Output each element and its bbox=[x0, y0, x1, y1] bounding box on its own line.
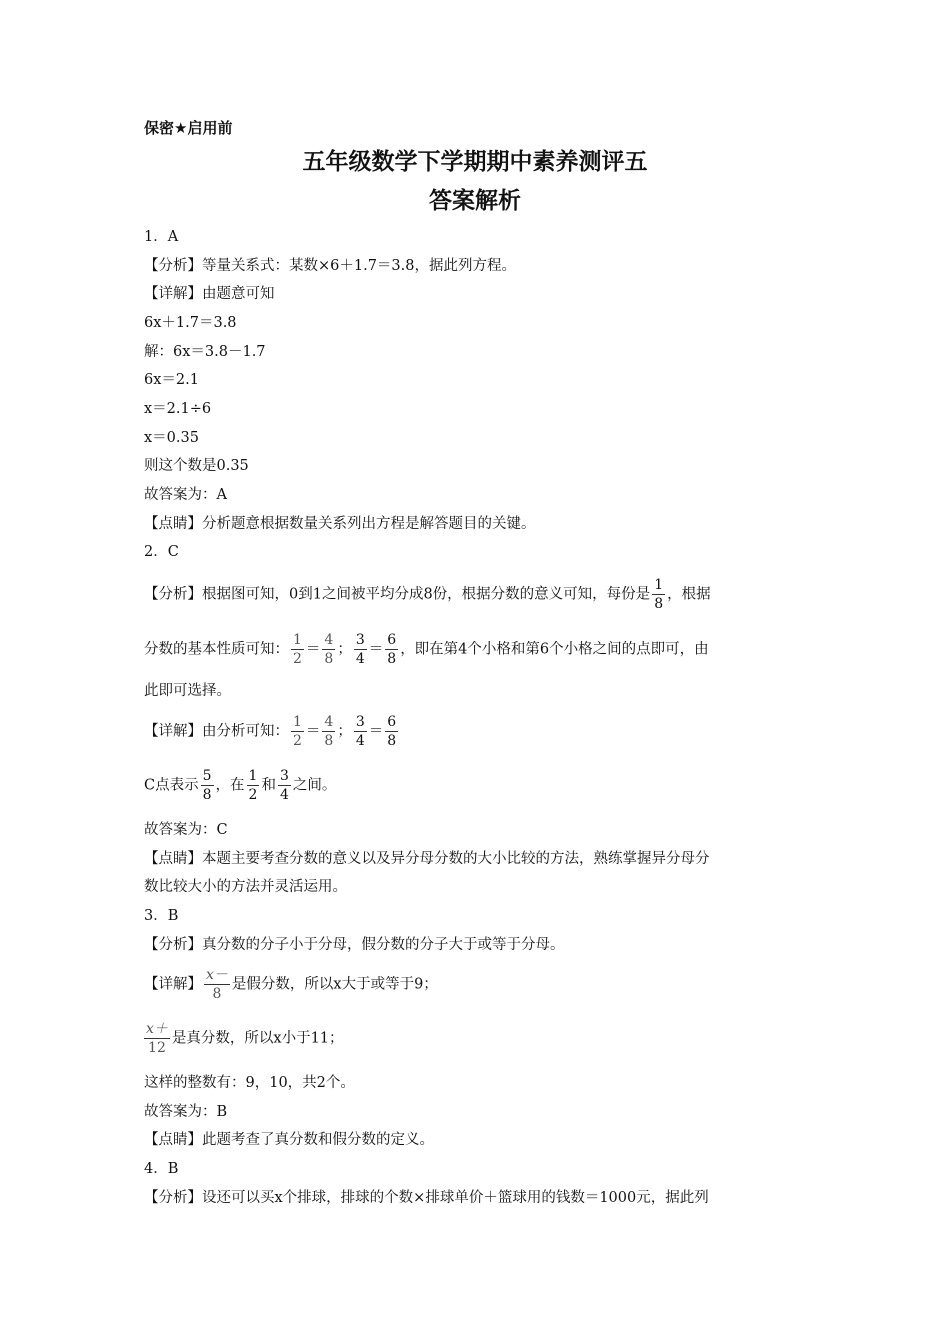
fraction-numerator-text: x－ bbox=[206, 967, 228, 983]
fraction-6-8 bbox=[385, 715, 398, 748]
fraction-denominator: 8 bbox=[324, 733, 334, 749]
q3-detail-text: 是假分数，所以x大于或等于9； bbox=[231, 976, 438, 993]
fraction-numerator: 1 bbox=[293, 632, 302, 648]
fraction-numerator: 6 bbox=[387, 714, 397, 730]
fraction-numerator bbox=[204, 968, 230, 984]
fraction-denominator: 8 bbox=[654, 596, 664, 612]
q2-c-text: 之间。 bbox=[292, 777, 337, 794]
fraction-denominator: 4 bbox=[355, 733, 365, 749]
q3-detail-text: 【详解】 bbox=[144, 976, 202, 993]
fraction-numerator-text: x＋ bbox=[146, 1021, 168, 1037]
q2-analysis-text: 分数的基本性质可知： bbox=[144, 641, 289, 658]
fraction-numerator: 3 bbox=[355, 632, 365, 648]
q3-answer: 故答案为：B bbox=[144, 1104, 228, 1120]
q2-analysis-text: ，根据 bbox=[667, 586, 711, 603]
q2-c-point-line bbox=[144, 769, 336, 802]
equals-sign: ＝ bbox=[368, 641, 384, 658]
q2-analysis-text: ，即在第4个小格和第6个小格之间的点即可，由 bbox=[400, 641, 709, 658]
fraction-numerator: 4 bbox=[324, 632, 334, 648]
fraction-4-8 bbox=[322, 715, 335, 748]
fraction-1-2 bbox=[247, 769, 260, 802]
q2-c-text: ，在 bbox=[215, 777, 245, 794]
fraction-3-4 bbox=[278, 769, 291, 802]
semicolon: ； bbox=[337, 641, 352, 658]
fraction-numerator: 6 bbox=[387, 632, 397, 648]
q1-answer: 故答案为：A bbox=[144, 487, 227, 503]
q4-number: 4．B bbox=[144, 1161, 179, 1177]
q2-analysis-line-2 bbox=[144, 633, 709, 666]
q2-number: 2．C bbox=[144, 544, 179, 560]
fraction-x-plus-over-12 bbox=[144, 1022, 170, 1055]
q3-proper-text: 是真分数，所以x小于11； bbox=[171, 1030, 344, 1047]
fraction-numerator: 5 bbox=[202, 768, 212, 784]
fraction-denominator: 8 bbox=[202, 787, 212, 803]
fraction-4-8 bbox=[322, 633, 335, 666]
q2-analysis-text: 【分析】根据图可知，0到1之间被平均分成8份，根据分数的意义可知，每份是 bbox=[144, 586, 651, 603]
q3-integers: 这样的整数有：9，10，共2个。 bbox=[144, 1075, 355, 1091]
q2-detail-line bbox=[144, 715, 400, 748]
q2-c-text: C点表示 bbox=[144, 777, 199, 794]
fraction-numerator: 1 bbox=[654, 577, 664, 593]
q1-analysis: 【分析】等量关系式：某数×6＋1.7＝3.8，据此列方程。 bbox=[144, 258, 516, 274]
fraction-1-2 bbox=[291, 715, 304, 748]
q1-step-6: 则这个数是0.35 bbox=[144, 458, 249, 474]
q1-step-4: x＝2.1÷6 bbox=[144, 401, 212, 417]
q2-c-text: 和 bbox=[261, 777, 276, 794]
q1-comment: 【点睛】分析题意根据数量关系列出方程是解答题目的关键。 bbox=[144, 516, 536, 532]
page-title: 五年级数学下学期期中素养测评五 bbox=[302, 149, 648, 175]
q1-detail: 【详解】由题意可知 bbox=[144, 286, 275, 302]
fraction-numerator: 3 bbox=[355, 714, 365, 730]
fraction-denominator: 4 bbox=[279, 787, 289, 803]
q2-analysis-line-3: 此即可选择。 bbox=[144, 683, 231, 699]
fraction-denominator: 8 bbox=[387, 733, 397, 749]
q1-step-3: 6x＝2.1 bbox=[144, 372, 199, 388]
q2-comment-1: 【点睛】本题主要考查分数的意义以及异分母分数的大小比较的方法，熟练掌握异分母分 bbox=[144, 851, 710, 867]
semicolon: ； bbox=[337, 723, 352, 740]
page-subtitle: 答案解析 bbox=[429, 188, 521, 214]
fraction-numerator: 1 bbox=[293, 714, 302, 730]
fraction-denominator: 12 bbox=[144, 1038, 170, 1055]
fraction-6-8 bbox=[385, 633, 398, 666]
fraction-3-4 bbox=[354, 715, 367, 748]
q1-step-1: 6x＋1.7＝3.8 bbox=[144, 315, 237, 331]
q3-comment: 【点睛】此题考查了真分数和假分数的定义。 bbox=[144, 1132, 434, 1148]
q4-analysis: 【分析】设还可以买x个排球，排球的个数×排球单价＋篮球用的钱数＝1000元，据此列 bbox=[144, 1190, 709, 1206]
fraction-5-8 bbox=[201, 769, 214, 802]
q3-number: 3．B bbox=[144, 908, 179, 924]
confidential-label: 保密★启用前 bbox=[144, 119, 233, 137]
fraction-denominator: 2 bbox=[293, 651, 302, 667]
fraction-denominator: 2 bbox=[248, 787, 258, 803]
fraction-numerator bbox=[144, 1022, 170, 1038]
fraction-denominator: 8 bbox=[204, 984, 230, 1001]
q1-step-2: 解：6x＝3.8－1.7 bbox=[144, 344, 266, 360]
fraction-3-4 bbox=[354, 633, 367, 666]
fraction-denominator: 8 bbox=[387, 651, 397, 667]
q1-number: 1．A bbox=[144, 229, 179, 245]
equals-sign: ＝ bbox=[305, 641, 321, 658]
q2-analysis-line-1 bbox=[144, 578, 711, 611]
fraction-x-minus-over-8 bbox=[204, 968, 230, 1001]
fraction-1-2 bbox=[291, 633, 304, 666]
q2-answer: 故答案为：C bbox=[144, 822, 228, 838]
q2-detail-text: 【详解】由分析可知： bbox=[144, 723, 289, 740]
fraction-numerator: 1 bbox=[248, 768, 258, 784]
q2-comment-2: 数比较大小的方法并灵活运用。 bbox=[144, 879, 347, 895]
fraction-denominator: 2 bbox=[293, 733, 302, 749]
q3-analysis: 【分析】真分数的分子小于分母，假分数的分子大于或等于分母。 bbox=[144, 937, 565, 953]
fraction-numerator: 4 bbox=[324, 714, 334, 730]
equals-sign: ＝ bbox=[305, 723, 321, 740]
equals-sign: ＝ bbox=[368, 723, 384, 740]
fraction-denominator: 8 bbox=[324, 651, 334, 667]
q3-detail-line bbox=[144, 968, 438, 1001]
fraction-denominator: 4 bbox=[355, 651, 365, 667]
q1-step-5: x＝0.35 bbox=[144, 430, 199, 446]
fraction-numerator: 3 bbox=[279, 768, 289, 784]
fraction-1-8 bbox=[652, 578, 665, 611]
q3-proper-fraction-line bbox=[144, 1022, 344, 1055]
